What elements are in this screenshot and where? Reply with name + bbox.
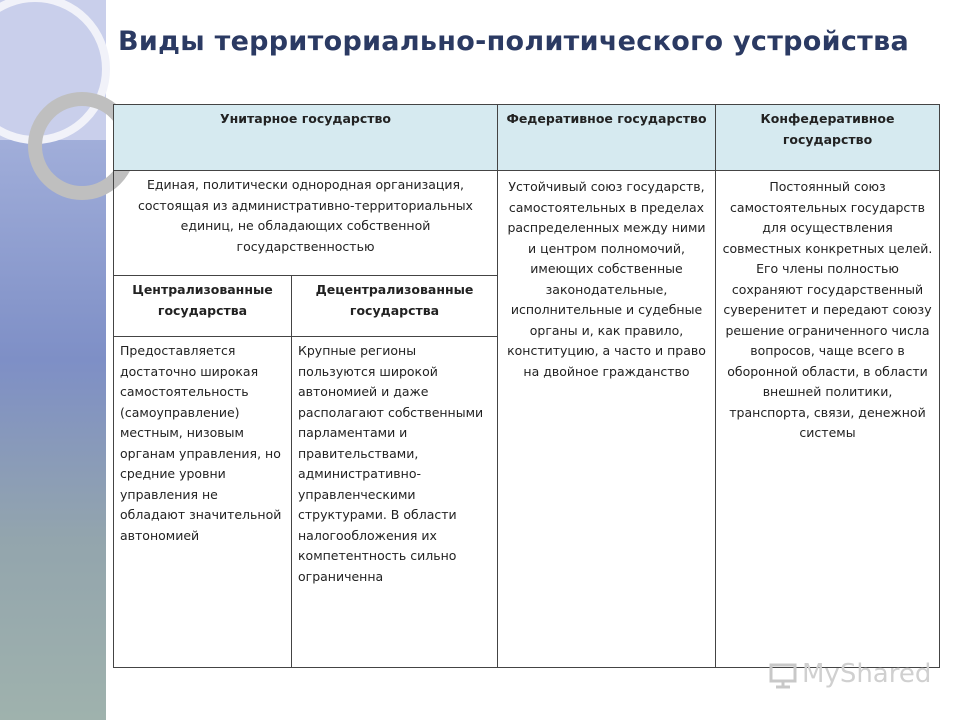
presentation-icon [768, 659, 798, 689]
unitary-definition: Единая, политически однородная организация, состоящая из административно-территориальных единиц, не обладающих собственной государственностью [114, 171, 498, 276]
decorative-side-band [0, 0, 106, 720]
header-federative: Федеративное государство [498, 105, 716, 171]
federative-definition: Устойчивый союз государств, самостоятельных в пределах распределенных между ними и центром полномочий, имеющих собственные законодательные, исполнительные и судебные органы и, как правило, конституцию, а часто и право на двойное гражданство [498, 171, 716, 668]
header-unitary: Унитарное государство [114, 105, 498, 171]
centralized-text: Предоставляется достаточно широкая самостоятельность (самоуправление) местным, низовым органам управления, но средние уровни управления не обладают значительной автономией [114, 337, 292, 668]
comparison-table [113, 104, 940, 668]
subheader-decentralized: Децентрализованные государства [292, 276, 498, 337]
table-row [114, 171, 940, 276]
slide-title: Виды территориально-политического устройства [118, 26, 910, 57]
watermark [768, 656, 931, 692]
watermark-text: MyShared [802, 659, 932, 689]
decentralized-text: Крупные регионы пользуются широкой автономией и даже располагают собственными парламентами и правительствами, административно-управленческими структурами. В области налогообложения их компетентность сильно ограниченна [292, 337, 498, 668]
subheader-centralized: Централизованные государства [114, 276, 292, 337]
header-confederative: Конфедеративное государство [716, 105, 940, 171]
confederative-definition: Постоянный союз самостоятельных государств для осуществления совместных конкретных целей. Его члены полностью сохраняют государственный суверенитет и передают союзу решение ограниченного числа вопросов, чаще всего в оборонной области, в области внешней политики, транспорта, связи, денежной системы [716, 171, 940, 668]
table-header-row [114, 105, 940, 171]
